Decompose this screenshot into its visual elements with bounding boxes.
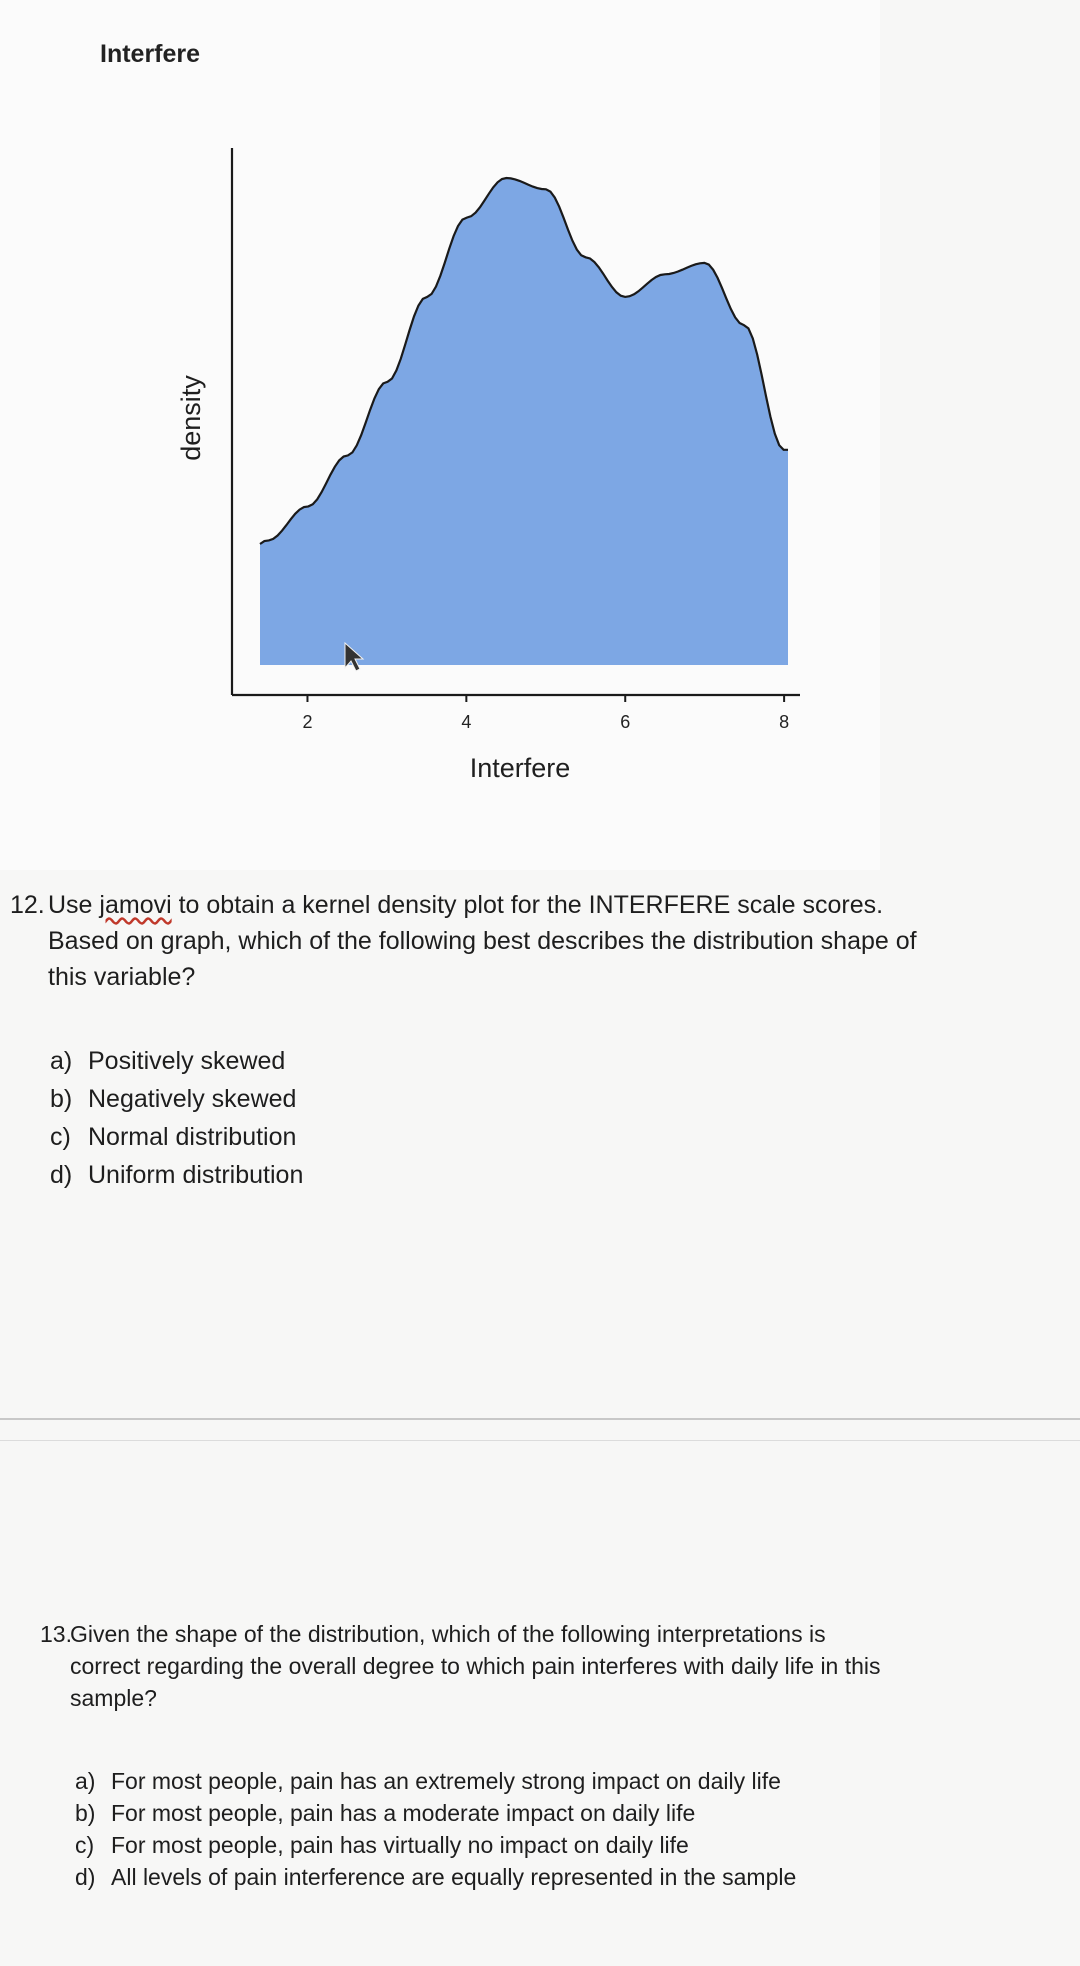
option-letter: c) <box>75 1832 95 1858</box>
question-stem-line: this variable? <box>48 963 196 991</box>
option-letter: a) <box>50 1047 73 1075</box>
question-stem-line: sample? <box>70 1685 157 1711</box>
option-a[interactable] <box>50 1042 303 1080</box>
density-plot-panel <box>0 0 880 870</box>
option-text: All levels of pain interference are equally represented in the sample <box>111 1864 797 1890</box>
stem-text: Use <box>48 891 100 919</box>
option-letter: b) <box>75 1800 96 1826</box>
option-text: Normal distribution <box>88 1123 297 1151</box>
question-stem-line: correct regarding the overall degree to which pain interferes with daily life in this <box>70 1653 881 1679</box>
option-text: Uniform distribution <box>88 1161 304 1189</box>
option-letter: b) <box>50 1085 73 1113</box>
x-tick-label: 8 <box>779 712 790 732</box>
option-letter: c) <box>50 1123 71 1151</box>
x-tick-label: 2 <box>302 712 313 732</box>
plot-title: Interfere <box>100 40 201 68</box>
page-divider <box>0 1440 1080 1441</box>
question-12 <box>10 887 1070 995</box>
option-d[interactable] <box>50 1156 303 1194</box>
question-13 <box>40 1618 1070 1714</box>
option-letter: a) <box>75 1768 96 1794</box>
x-tick-label: 4 <box>461 712 472 732</box>
y-axis-label: density <box>176 375 206 461</box>
density-area <box>260 178 788 665</box>
question-12-options <box>50 1042 303 1194</box>
option-text: For most people, pain has an extremely strong impact on daily life <box>111 1768 781 1794</box>
option-text: For most people, pain has a moderate impact on daily life <box>111 1800 696 1826</box>
stem-text: to obtain a kernel density plot for the INTERFERE scale scores. <box>171 891 884 919</box>
page-divider <box>0 1418 1080 1420</box>
question-stem-line: Based on graph, which of the following best describes the distribution shape of <box>48 927 917 955</box>
option-text: Positively skewed <box>88 1047 286 1075</box>
question-13-options <box>75 1765 796 1893</box>
option-c[interactable] <box>75 1829 796 1861</box>
question-stem-line: Given the shape of the distribution, which of the following interpretations is <box>70 1621 826 1647</box>
option-letter: d) <box>50 1161 73 1189</box>
option-text: For most people, pain has virtually no impact on daily life <box>111 1832 689 1858</box>
option-c[interactable] <box>50 1118 303 1156</box>
option-text: Negatively skewed <box>88 1085 297 1113</box>
density-plot <box>0 0 880 870</box>
option-a[interactable] <box>75 1765 796 1797</box>
option-d[interactable] <box>75 1861 796 1893</box>
option-letter: d) <box>75 1864 96 1890</box>
option-b[interactable] <box>50 1080 303 1118</box>
question-stem-line <box>48 887 1070 923</box>
stem-link-jamovi: jamovi <box>99 891 172 919</box>
option-b[interactable] <box>75 1797 796 1829</box>
question-number: 13. <box>40 1621 72 1647</box>
x-tick-label: 6 <box>620 712 631 732</box>
question-number: 12. <box>10 891 45 919</box>
x-ticks <box>302 695 789 732</box>
x-axis-label: Interfere <box>469 753 571 783</box>
